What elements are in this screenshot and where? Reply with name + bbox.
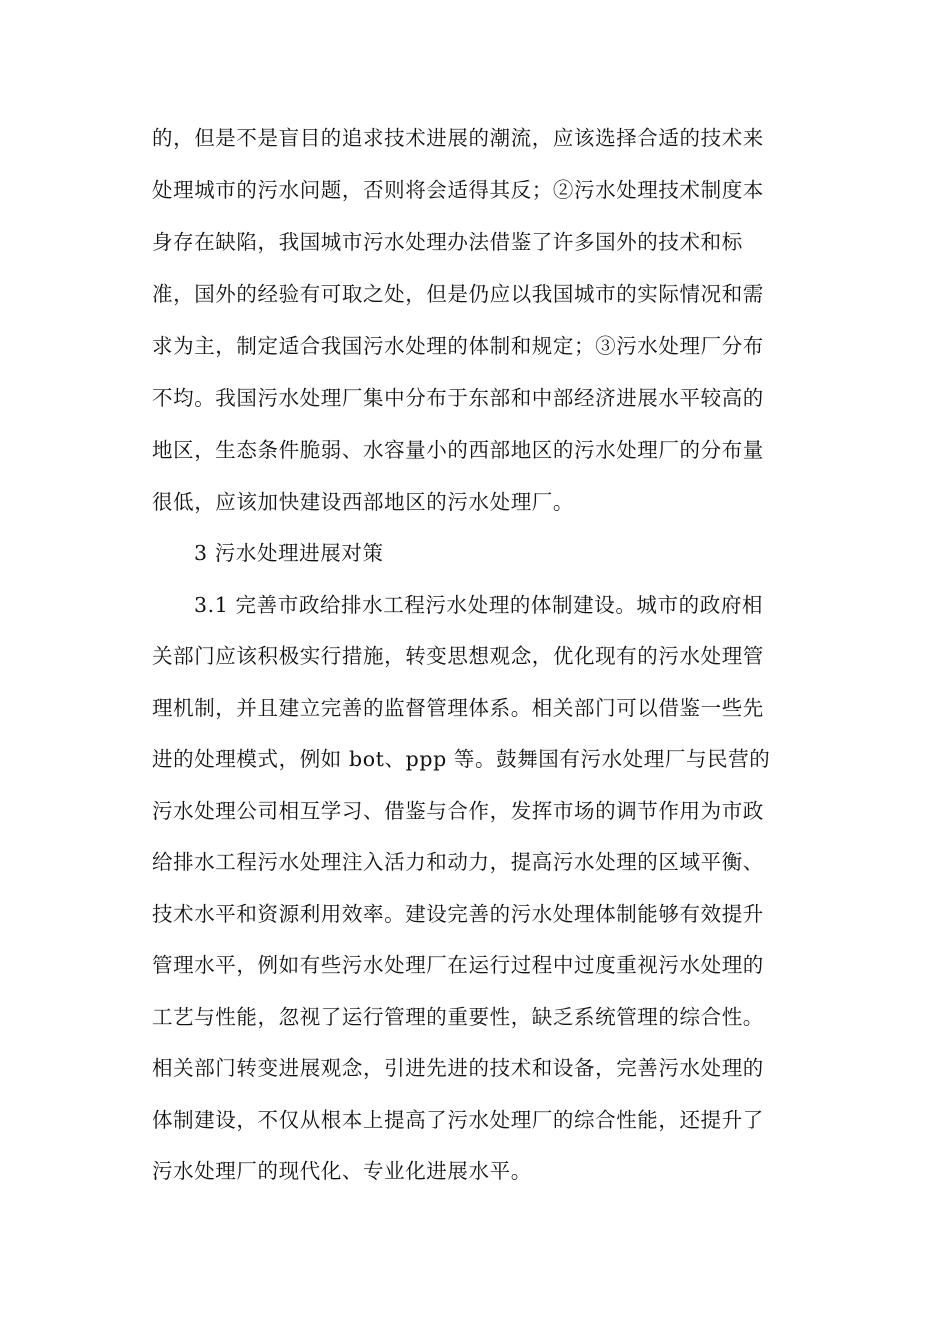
- paragraph-2-line-4: 进的处理模式，例如 bot、ppp 等。鼓舞国有污水处理厂与民营的: [152, 747, 771, 771]
- paragraph-1-line-8: 很低，应该加快建设西部地区的污水处理厂。: [152, 490, 574, 514]
- paragraph-2-line-7: 技术水平和资源利用效率。建设完善的污水处理体制能够有效提升: [152, 902, 764, 926]
- paragraph-2-line-9: 工艺与性能，忽视了运行管理的重要性，缺乏系统管理的综合性。: [152, 1005, 764, 1029]
- paragraph-2-line-1: 3.1 完善市政给排水工程污水处理的体制建设。城市的政府相: [194, 593, 764, 617]
- section-heading: 3 污水处理进展对策: [194, 541, 384, 565]
- paragraph-1-line-6: 不均。我国污水处理厂集中分布于东部和中部经济进展水平较高的: [152, 386, 764, 410]
- paragraph-1-line-1: 的，但是不是盲目的追求技术进展的潮流，应该选择合适的技术来: [152, 126, 764, 150]
- paragraph-1-line-4: 准，国外的经验有可取之处，但是仍应以我国城市的实际情况和需: [152, 282, 764, 306]
- paragraph-1-line-3: 身存在缺陷，我国城市污水处理办法借鉴了许多国外的技术和标: [152, 230, 743, 254]
- paragraph-2-line-10: 相关部门转变进展观念，引进先进的技术和设备，完善污水处理的: [152, 1056, 764, 1080]
- paragraph-2-line-3: 理机制，并且建立完善的监督管理体系。相关部门可以借鉴一些先: [152, 696, 764, 720]
- paragraph-1-line-2: 处理城市的污水问题，否则将会适得其反；②污水处理技术制度本: [152, 178, 764, 202]
- paragraph-2-line-11: 体制建设，不仅从根本上提高了污水处理厂的综合性能，还提升了: [152, 1108, 764, 1132]
- paragraph-2-line-8: 管理水平，例如有些污水处理厂在运行过程中过度重视污水处理的: [152, 953, 764, 977]
- paragraph-2-line-5: 污水处理公司相互学习、借鉴与合作，发挥市场的调节作用为市政: [152, 799, 764, 823]
- paragraph-1-line-5: 求为主，制定适合我国污水处理的体制和规定；③污水处理厂分布: [152, 334, 764, 358]
- paragraph-2-line-6: 给排水工程污水处理注入活力和动力，提高污水处理的区域平衡、: [152, 850, 764, 874]
- paragraph-1-line-7: 地区，生态条件脆弱、水容量小的西部地区的污水处理厂的分布量: [152, 438, 764, 462]
- paragraph-2-line-2: 关部门应该积极实行措施，转变思想观念，优化现有的污水处理管: [152, 644, 764, 668]
- paragraph-2-line-12: 污水处理厂的现代化、专业化进展水平。: [152, 1159, 532, 1183]
